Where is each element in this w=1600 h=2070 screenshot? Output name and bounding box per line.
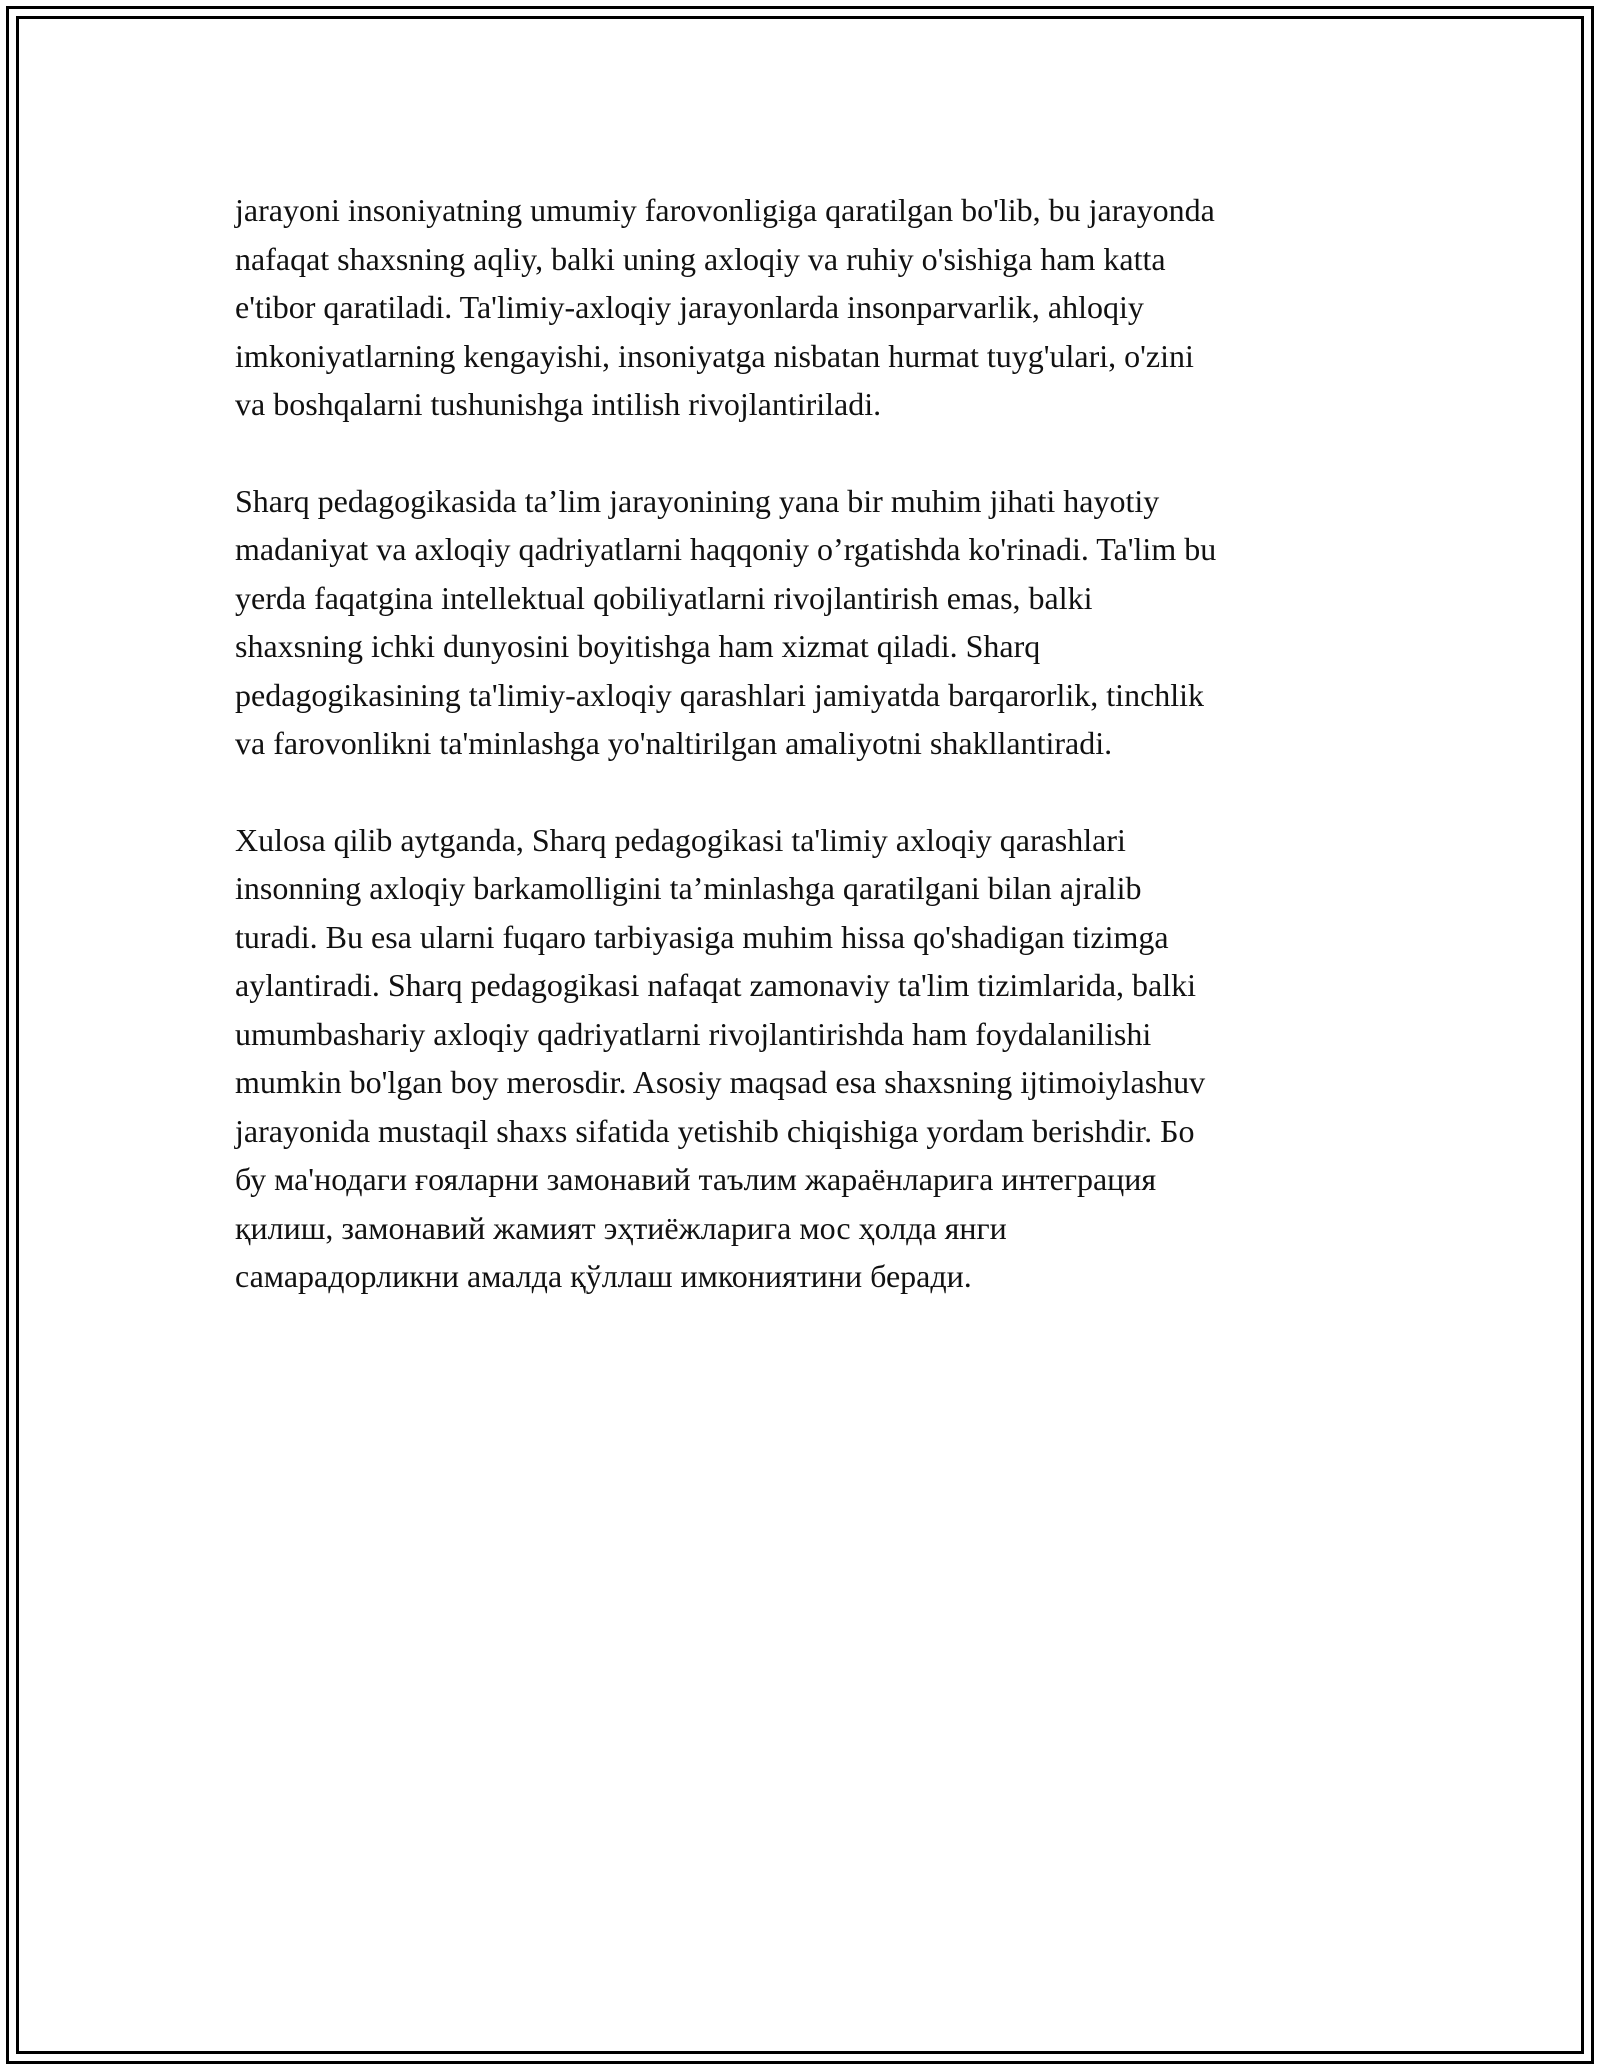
- text-line: Sharq pedagogikasida ta’lim jarayonining yana bir muhim jihati hayotiy: [235, 482, 1160, 519]
- text-line: va farovonlikni ta'minlashga yo'naltirilgan amaliyotni shakllantiradi.: [235, 725, 1113, 761]
- text-line: jarayonida mustaqil shaxs sifatida yetishib chiqishiga yordam berishdir. Бо: [235, 1112, 1195, 1149]
- paragraph-3: [235, 816, 1370, 1301]
- text-line: e'tibor qaratiladi. Ta'limiy-axloqiy jarayonlarda insonparvarlik, ahloqiy: [235, 289, 1144, 325]
- text-line: yerda faqatgina intellektual qobiliyatlarni rivojlantirish emas, balki: [235, 579, 1093, 616]
- text-line: Xulosa qilib aytganda, Sharq pedagogikasi ta'limiy axloqiy qarashlari: [235, 821, 1126, 858]
- text-line: pedagogikasining ta'limiy-axloqiy qarashlari jamiyatda barqarorlik, tinchlik: [235, 676, 1205, 713]
- text-line: madaniyat va axloqiy qadriyatlarni haqqoniy o’rgatishda ko'rinadi. Ta'lim bu: [235, 531, 1217, 567]
- text-line: turadi. Bu esa ularni fuqaro tarbiyasiga muhim hissa qo'shadigan tizimga: [235, 918, 1169, 955]
- text-line: shaxsning ichki dunyosini boyitishga ham xizmat qiladi. Sharq: [235, 628, 1041, 664]
- document-body: [235, 186, 1370, 1349]
- text-line: бу ма'нодаги ғояларни замонавий таълим жараёнларига интеграция: [235, 1161, 1157, 1197]
- text-line: insonning axloqiy barkamolligini ta’minlashga qaratilgani bilan ajralib: [235, 870, 1142, 906]
- text-line: imkoniyatlarning kengayishi, insoniyatga nisbatan hurmat tuyg'ulari, o'zini: [235, 337, 1194, 374]
- text-line: va boshqalarni tushunishga intilish rivojlantiriladi.: [235, 386, 882, 422]
- text-line: jarayoni insoniyatning umumiy farovonligiga qaratilgan bo'lib, bu jarayonda: [235, 192, 1215, 228]
- text-line: самарадорликни амалда қўллаш имкониятини беради.: [235, 1258, 972, 1294]
- text-line: umumbashariy axloqiy qadriyatlarni rivojlantirishda ham foydalanilishi: [235, 1015, 1152, 1052]
- paragraph-2: [235, 477, 1370, 768]
- text-line: mumkin bo'lgan boy merosdir. Asosiy maqsad esa shaxsning ijtimoiylashuv: [235, 1064, 1206, 1100]
- text-line: aylantiradi. Sharq pedagogikasi nafaqat zamonaviy ta'lim tizimlarida, balki: [235, 967, 1196, 1003]
- text-line: қилиш, замонавий жамият эҳтиёжларига мос ҳолда янги: [235, 1209, 1007, 1246]
- paragraph-1: [235, 186, 1370, 429]
- text-line: nafaqat shaxsning aqliy, balki uning axloqiy va ruhiy o'sishiga ham katta: [235, 240, 1166, 277]
